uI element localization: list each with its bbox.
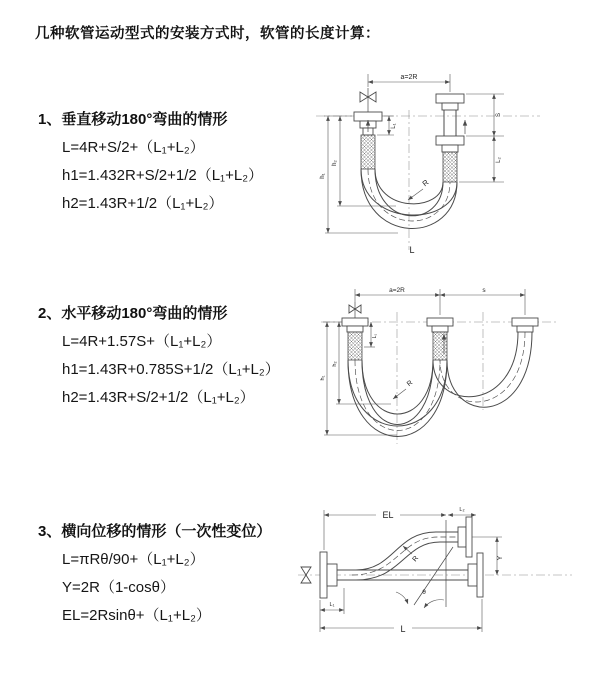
right-lower-flange-assembly (468, 553, 483, 597)
flange-hub (458, 527, 466, 547)
page-title: 几种软管运动型式的安装方式时，软管的长度计算： (35, 26, 380, 42)
dimension-l2 (448, 507, 476, 515)
dim-label-h1: h₁ (320, 173, 326, 179)
fitting-nut (517, 326, 533, 332)
radius-callout (408, 177, 431, 200)
dim-label-l2: L₂ (459, 507, 465, 513)
formula-line: EL=2Rsinθ+（L₁+L₂） (62, 607, 211, 624)
fitting-nut (442, 103, 458, 110)
braided-hose-section (433, 332, 447, 360)
formula-line: Y=2R（1-cosθ） (62, 579, 175, 596)
formula-line: L=πRθ/90+（L₁+L₂） (62, 551, 205, 568)
dim-label-el: EL (382, 510, 394, 520)
dimension-a2r (355, 287, 525, 315)
dim-label-theta: θ (422, 589, 426, 596)
diagram-vertical-180-bend (298, 66, 553, 256)
flange-plate (320, 552, 327, 598)
fitting-nut (442, 145, 458, 152)
hose-displaced-position (352, 532, 458, 580)
dim-label-l1: L₁ (329, 602, 335, 608)
flange-plate (477, 553, 483, 597)
dim-label-l1: L₁ (372, 333, 378, 339)
dim-label-y: Y (497, 555, 504, 561)
section-3-heading: 3、横向位移的情形（一次性变位） (38, 523, 272, 540)
left-pipe-assembly (342, 318, 368, 360)
section-1-text (38, 106, 328, 218)
braided-hose-section (443, 152, 457, 182)
diagram-horizontal-180-bend (313, 282, 563, 452)
flange (354, 112, 382, 121)
diagram-lateral-displacement (296, 502, 576, 642)
centerlines (316, 110, 540, 250)
dimension-s (440, 287, 525, 295)
dim-label-l1: L₁ (391, 123, 397, 129)
dimension-h1 (320, 116, 398, 233)
section-2-heading: 2、水平移动180°弯曲的情形 (38, 305, 228, 322)
flange-hub (327, 564, 337, 586)
braided-hose-section (348, 332, 362, 360)
dim-label-length: L (400, 624, 406, 634)
dim-label-h1: h₁ (320, 375, 326, 381)
flange (436, 94, 464, 103)
formula-line: h2=1.43R+S/2+1/2（L₁+L₂） (62, 389, 255, 406)
formula-line: L=4R+S/2+（L₁+L₂） (62, 139, 205, 156)
right-upper-flange-assembly (458, 517, 472, 557)
formula-line: L=4R+1.57S+（L₁+L₂） (62, 333, 222, 350)
dimension-a2r (368, 74, 450, 92)
dim-label-radius: R (405, 379, 415, 389)
section-3-text (38, 518, 328, 630)
valve-icon (349, 302, 361, 318)
dim-label-s: s (482, 287, 486, 294)
right-pipe-assembly (512, 318, 538, 332)
braided-hose-section (361, 135, 375, 169)
dim-label-radius: R (420, 177, 431, 189)
flange-hub (468, 564, 477, 586)
formula-line: h2=1.43R+1/2（L₁+L₂） (62, 195, 224, 212)
dim-label-length: L (409, 245, 415, 255)
dim-label-radius: R (411, 554, 421, 564)
right-pipe-assembly (436, 94, 465, 182)
section-2-text (38, 300, 328, 412)
section-1-heading: 1、垂直移动180°弯曲的情形 (38, 111, 228, 128)
formula-line: h1=1.432R+S/2+1/2（L₁+L₂） (62, 167, 264, 184)
dim-label-a2r: a=2R (389, 287, 405, 294)
flange (427, 318, 453, 326)
left-pipe-assembly (354, 112, 382, 169)
dim-label-a2r: a=2R (400, 74, 418, 81)
fitting-nut (347, 326, 363, 332)
fitting-nut (432, 326, 448, 332)
formula-line: h1=1.43R+0.785S+1/2（L₁+L₂） (62, 361, 280, 378)
flange (436, 136, 464, 145)
dim-label-h2: h₂ (332, 160, 338, 166)
flange (512, 318, 538, 326)
flange-plate (466, 517, 472, 557)
dimension-l2 (494, 136, 502, 182)
middle-pipe-assembly (427, 318, 453, 360)
dim-label-s: S (496, 112, 502, 118)
radius-callout (393, 380, 414, 399)
dim-label-l2: L₂ (496, 157, 502, 163)
hose-u-bend-position-1 (348, 360, 447, 437)
valve-icon (360, 88, 376, 112)
dimension-s (459, 94, 504, 182)
hose-u-bend-position-2 (433, 332, 532, 407)
dim-label-h2: h₂ (332, 361, 338, 367)
flange (342, 318, 368, 326)
